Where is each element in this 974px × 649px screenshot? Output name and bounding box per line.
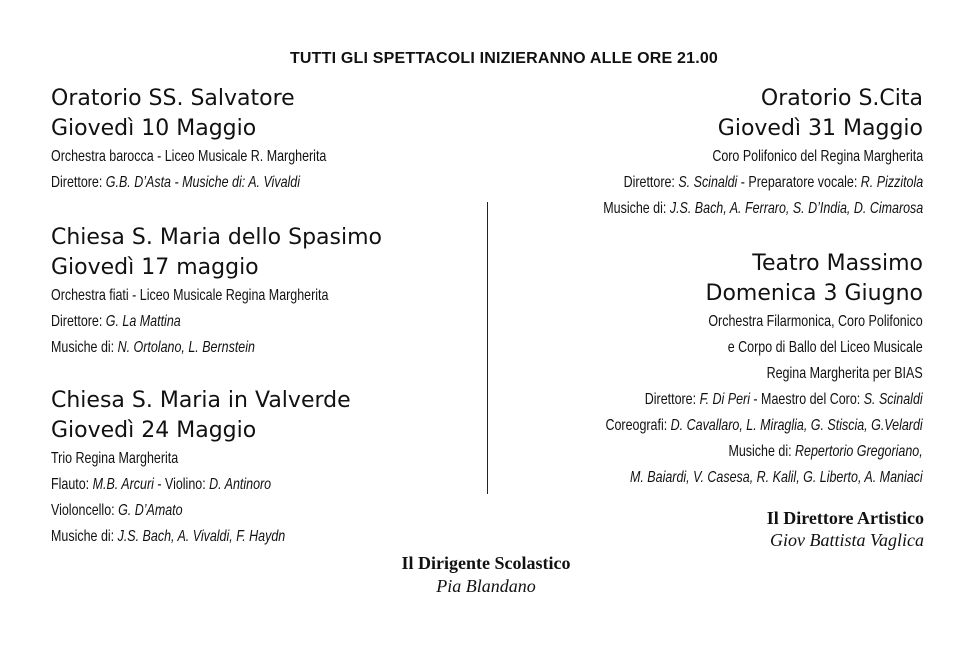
event-director-line (606, 387, 923, 413)
prep-label: - Preparatore vocale: (737, 174, 861, 191)
artistic-director-title: Il Direttore Artistico (766, 508, 924, 528)
choir-label: - Maestro del Coro: (750, 391, 865, 408)
principal-name: Pia Blandano (436, 576, 536, 596)
choreographers-value: D. Cavallaro, L. Miraglia, G. Stiscia, G.Velardi (670, 417, 923, 434)
event-music-line (51, 524, 285, 550)
director-label: Direttore: (623, 174, 679, 191)
artistic-director-signature (767, 508, 924, 552)
director-value: S. Scinaldi (678, 174, 738, 191)
director-value: G.B. D’Asta - Musiche di: A. Vivaldi (105, 174, 301, 191)
event-massimo (516, 249, 923, 491)
event-venue: Chiesa S. Maria in Valverde (51, 388, 351, 413)
choreographers-label: Coreografi: (605, 417, 671, 434)
flute-value: M.B. Arcuri (92, 476, 154, 493)
event-spasimo (51, 223, 407, 361)
event-ensemble-2: e Corpo di Ballo del Liceo Musicale (728, 339, 923, 356)
event-venue: Teatro Massimo (752, 251, 923, 276)
music-label: Musiche di: (728, 443, 796, 460)
principal-title: Il Dirigente Scolastico (401, 553, 571, 573)
principal-signature (336, 552, 636, 598)
event-date: Domenica 3 Giugno (705, 281, 923, 306)
director-value: F. Di Peri (699, 391, 751, 408)
director-label: Direttore: (645, 391, 700, 408)
event-director-line (51, 170, 326, 196)
event-date: Giovedì 17 maggio (51, 255, 259, 280)
music-value: J.S. Bach, A. Ferraro, S. D’India, D. Cimarosa (669, 200, 923, 217)
choir-value: S. Scinaldi (864, 391, 923, 408)
event-music-line-2: M. Baiardi, V. Casesa, R. Kalil, G. Liberto, A. Maniaci (630, 469, 923, 486)
event-director-line (51, 309, 328, 335)
event-music-line (51, 335, 328, 361)
event-venue: Oratorio S.Cita (760, 86, 923, 111)
event-performers-line (51, 472, 285, 498)
music-label: Musiche di: (51, 339, 118, 356)
event-cello-line (51, 498, 285, 524)
artistic-director-name: Giov Battista Vaglica (770, 530, 924, 550)
music-value-1: Repertorio Gregoriano, (795, 443, 923, 460)
violin-value: D. Antinoro (209, 476, 272, 493)
column-divider (487, 202, 488, 494)
cello-label: Violoncello: (51, 502, 119, 519)
event-ensemble-3: Regina Margherita per BIAS (766, 365, 923, 382)
event-date: Giovedì 10 Maggio (51, 116, 257, 141)
event-ensemble: Orchestra barocca - Liceo Musicale R. Margherita (51, 148, 327, 165)
event-ensemble: Coro Polifonico del Regina Margherita (712, 148, 923, 165)
cello-value: G. D’Amato (118, 502, 183, 519)
director-value: G. La Mattina (105, 313, 181, 330)
event-ensemble-1: Orchestra Filarmonica, Coro Polifonico (708, 313, 923, 330)
director-label: Direttore: (51, 174, 106, 191)
event-choreographers-line (606, 413, 923, 439)
violin-label: - Violino: (153, 476, 210, 493)
event-ensemble: Trio Regina Margherita (51, 450, 179, 467)
event-venue: Chiesa S. Maria dello Spasimo (51, 225, 382, 250)
event-director-line (603, 170, 923, 196)
schedule-header: TUTTI GLI SPETTACOLI INIZIERANNO ALLE ORE 21.00 (289, 50, 719, 67)
music-value: N. Ortolano, L. Bernstein (117, 339, 255, 356)
event-ensemble: Orchestra fiati - Liceo Musicale Regina Margherita (51, 287, 329, 304)
music-label: Musiche di: (51, 528, 118, 545)
event-date: Giovedì 31 Maggio (717, 116, 923, 141)
event-valverde (51, 386, 351, 550)
music-label: Musiche di: (603, 200, 670, 217)
event-music-line (603, 196, 923, 222)
event-venue: Oratorio SS. Salvatore (51, 86, 295, 111)
event-music-line (606, 439, 923, 465)
director-label: Direttore: (51, 313, 106, 330)
event-salvatore (51, 84, 404, 196)
event-scita (513, 84, 923, 222)
prep-value: R. Pizzitola (860, 174, 923, 191)
music-value: J.S. Bach, A. Vivaldi, F. Haydn (117, 528, 286, 545)
flute-label: Flauto: (51, 476, 93, 493)
event-date: Giovedì 24 Maggio (51, 418, 257, 443)
